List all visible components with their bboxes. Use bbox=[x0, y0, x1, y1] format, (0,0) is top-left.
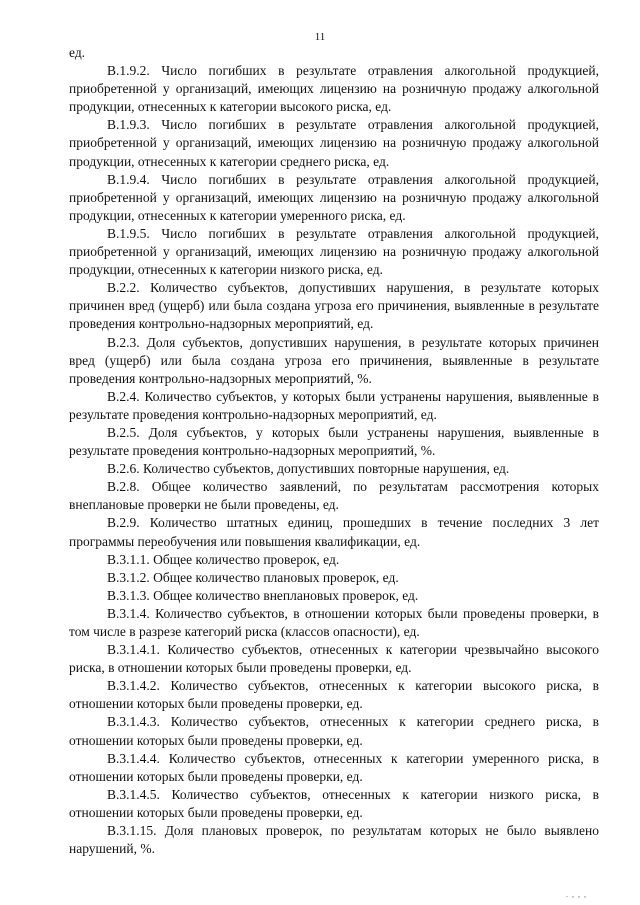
paragraph: В.3.1.2. Общее количество плановых проверок, ед. bbox=[107, 569, 399, 585]
paragraph: В.3.1.4.4. Количество субъектов, отнесенных к категории умеренного риска, в отношении которых были проведены проверки, ед. bbox=[69, 750, 599, 784]
scan-artifact: . , , , bbox=[566, 890, 587, 899]
paragraph: В.3.1.4.5. Количество субъектов, отнесенных к категории низкого риска, в отношении которых были проведены проверки, ед. bbox=[69, 786, 599, 820]
paragraph: В.3.1.3. Общее количество внеплановых проверок, ед. bbox=[107, 587, 419, 603]
paragraph: В.2.3. Доля субъектов, допустивших нарушения, в результате которых причинен вред (ущерб) или была создана угроза его причинения, выявленные в результате проведения контрольно-надзорных мероприятий, %. bbox=[69, 334, 599, 386]
paragraph: В.2.4. Количество субъектов, у которых были устранены нарушения, выявленные в результате проведения контрольно-надзорных мероприятий, ед. bbox=[69, 388, 599, 422]
paragraph: В.2.2. Количество субъектов, допустивших нарушения, в результате которых причинен вред (ущерб) или была создана угроза его причинения, выявленные в результате проведения контрольно-надзорных мероприятий, ед. bbox=[69, 280, 599, 332]
paragraph: ед. bbox=[69, 45, 86, 60]
paragraph: В.3.1.1. Общее количество проверок, ед. bbox=[107, 551, 340, 567]
document-body bbox=[69, 44, 599, 858]
paragraph: В.3.1.4.1. Количество субъектов, отнесенных к категории чрезвычайно высокого риска, в отношении которых были проведены проверки, ед. bbox=[69, 642, 599, 676]
paragraph: В.1.9.3. Число погибших в результате отравления алкогольной продукцией, приобретенной у организаций, имеющих лицензию на розничную продажу алкогольной продукции, отнесенных к категории среднего риска, ед. bbox=[69, 117, 599, 169]
paragraph: В.2.5. Доля субъектов, у которых были устранены нарушения, выявленные в результате проведения контрольно-надзорных мероприятий, %. bbox=[69, 424, 599, 459]
paragraph: В.3.1.15. Доля плановых проверок, по результатам которых не было выявлено нарушений, %. bbox=[69, 823, 599, 857]
paragraph: В.2.9. Количество штатных единиц, прошедших в течение последних 3 лет программы переобучения или повышения квалификации, ед. bbox=[69, 515, 599, 549]
paragraph: В.1.9.2. Число погибших в результате отравления алкогольной продукцией, приобретенной у организаций, имеющих лицензию на розничную продажу алкогольной продукции, отнесенных к категории высокого риска, ед. bbox=[69, 63, 599, 115]
paragraph: В.3.1.4.3. Количество субъектов, отнесенных к категории среднего риска, в отношении которых были проведены проверки, ед. bbox=[69, 714, 599, 748]
paragraph: В.3.1.4.2. Количество субъектов, отнесенных к категории высокого риска, в отношении которых были проведены проверки, ед. bbox=[69, 678, 599, 712]
paragraph: В.2.8. Общее количество заявлений, по результатам рассмотрения которых внеплановые проверки не были проведены, ед. bbox=[69, 479, 599, 513]
paragraph: В.1.9.4. Число погибших в результате отравления алкогольной продукцией, приобретенной у организаций, имеющих лицензию на розничную продажу алкогольной продукции, отнесенных к категории умеренного риска, ед. bbox=[69, 171, 599, 223]
page-number: 11 bbox=[314, 31, 326, 43]
paragraph: В.2.6. Количество субъектов, допустивших повторные нарушения, ед. bbox=[107, 461, 510, 477]
paragraph: В.3.1.4. Количество субъектов, в отношении которых были проведены проверки, в том числе в разрезе категорий риска (классов опасности), ед. bbox=[69, 605, 599, 639]
paragraph: В.1.9.5. Число погибших в результате отравления алкогольной продукцией, приобретенной у организаций, имеющих лицензию на розничную продажу алкогольной продукции, отнесенных к категории низкого риска, ед. bbox=[69, 225, 599, 278]
